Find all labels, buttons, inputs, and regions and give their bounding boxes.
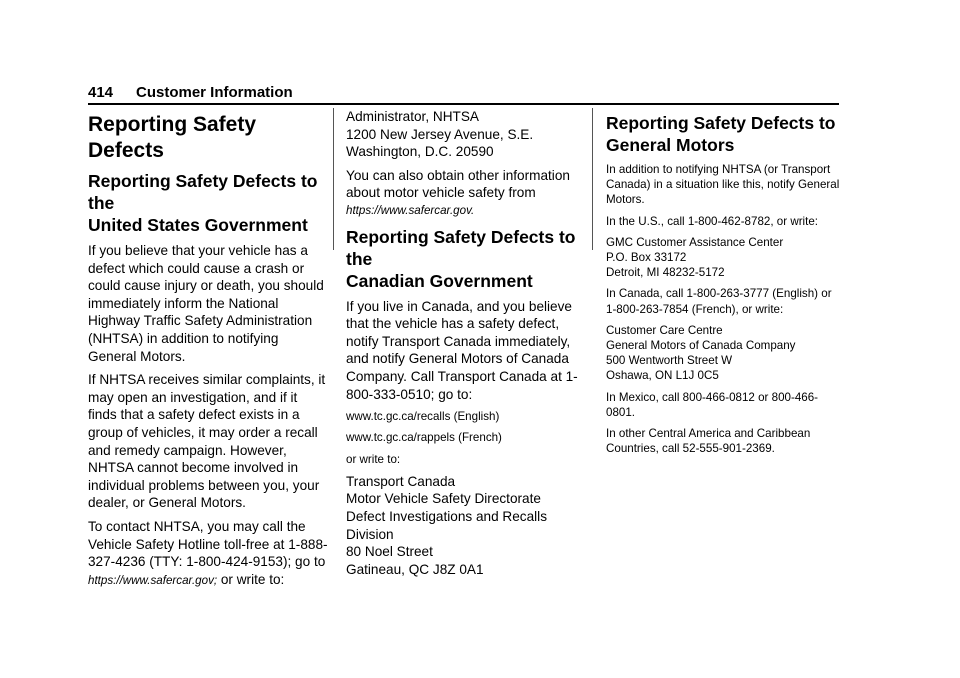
write-to-label: or write to: [346,452,401,466]
paragraph-caribbean-call: In other Central America and Caribbean Countries, call 52-555-901-2369. [606,427,811,456]
paragraph-canada-call: In Canada, call 1-800-263-3777 (English) or 1-800-263-7854 (French), or write: [606,287,832,316]
column-1 [88,108,328,595]
safercar-link[interactable]: https://www.safercar.gov; [88,573,218,587]
page-header [88,84,838,102]
header-rule [88,103,839,105]
section-heading-canada: Reporting Safety Defects to the Canadian Government [346,226,576,291]
column-divider-2 [592,108,593,250]
section-heading-us: Reporting Safety Defects to the United States Government [88,171,318,235]
safercar-link-2[interactable]: https://www.safercar.gov. [346,203,475,217]
column-3 [606,108,842,462]
column-divider-1 [333,108,334,250]
column-2 [346,108,578,584]
paragraph-us-call: In the U.S., call 1-800-462-8782, or write: [606,214,819,228]
page-number: 414 [88,84,114,101]
paragraph-contact-nhtsa: To contact NHTSA, you may call the Vehicle Safety Hotline toll-free at 1-888-327-4236 (TTY: 1-800-424-9153); go to https://www.safercar.gov; or write to: [88,518,328,587]
section-heading-gm: Reporting Safety Defects to General Motors [606,113,836,155]
customer-care-address: Customer Care Centre General Motors of Canada Company 500 Wentworth Street W Oshawa, ON L1J 0C5 [606,323,796,383]
link-recalls-english[interactable]: www.tc.gc.ca/recalls (English) [346,410,500,424]
paragraph-defect-notice: If you believe that your vehicle has a defect which could cause a crash or could cause injury or death, you should immediately inform the National Highway Traffic Safety Administration (NHTSA) in addition to notifying General Motors. [88,243,324,364]
paragraph-more-info: You can also obtain other information about motor vehicle safety from https://www.safercar.gov. [346,167,578,220]
section-title: Customer Information [136,84,293,101]
paragraph-notify-gm: In addition to notifying NHTSA (or Transport Canada) in a situation like this, notify General Motors. [606,163,840,207]
paragraph-canada: If you live in Canada, and you believe that the vehicle has a safety defect, notify Transport Canada immediately, and notify General Motors of Canada Company. Call Transport Canada at 1-800-333-0510; go to: [346,298,578,402]
paragraph-investigation: If NHTSA receives similar complaints, it may open an investigation, and if it finds that a safety defect exists in a group of vehicles, it may order a recall and remedy campaign. However, NHTSA cannot become involved in individual problems between you, your dealer, or General Motors. [88,372,326,511]
transport-canada-address: Transport Canada Motor Vehicle Safety Directorate Defect Investigations and Recalls Division 80 Noel Street Gatineau, QC J8Z 0A1 [346,473,547,577]
paragraph-mexico-call: In Mexico, call 800-466-0812 or 800-466-0801. [606,390,819,419]
gmc-address: GMC Customer Assistance Center P.O. Box 33172 Detroit, MI 48232-5172 [606,235,784,280]
nhtsa-address: Administrator, NHTSA 1200 New Jersey Avenue, S.E. Washington, D.C. 20590 [346,109,534,160]
page-title: Reporting Safety Defects [88,113,257,162]
link-rappels-french[interactable]: www.tc.gc.ca/rappels (French) [346,431,502,445]
